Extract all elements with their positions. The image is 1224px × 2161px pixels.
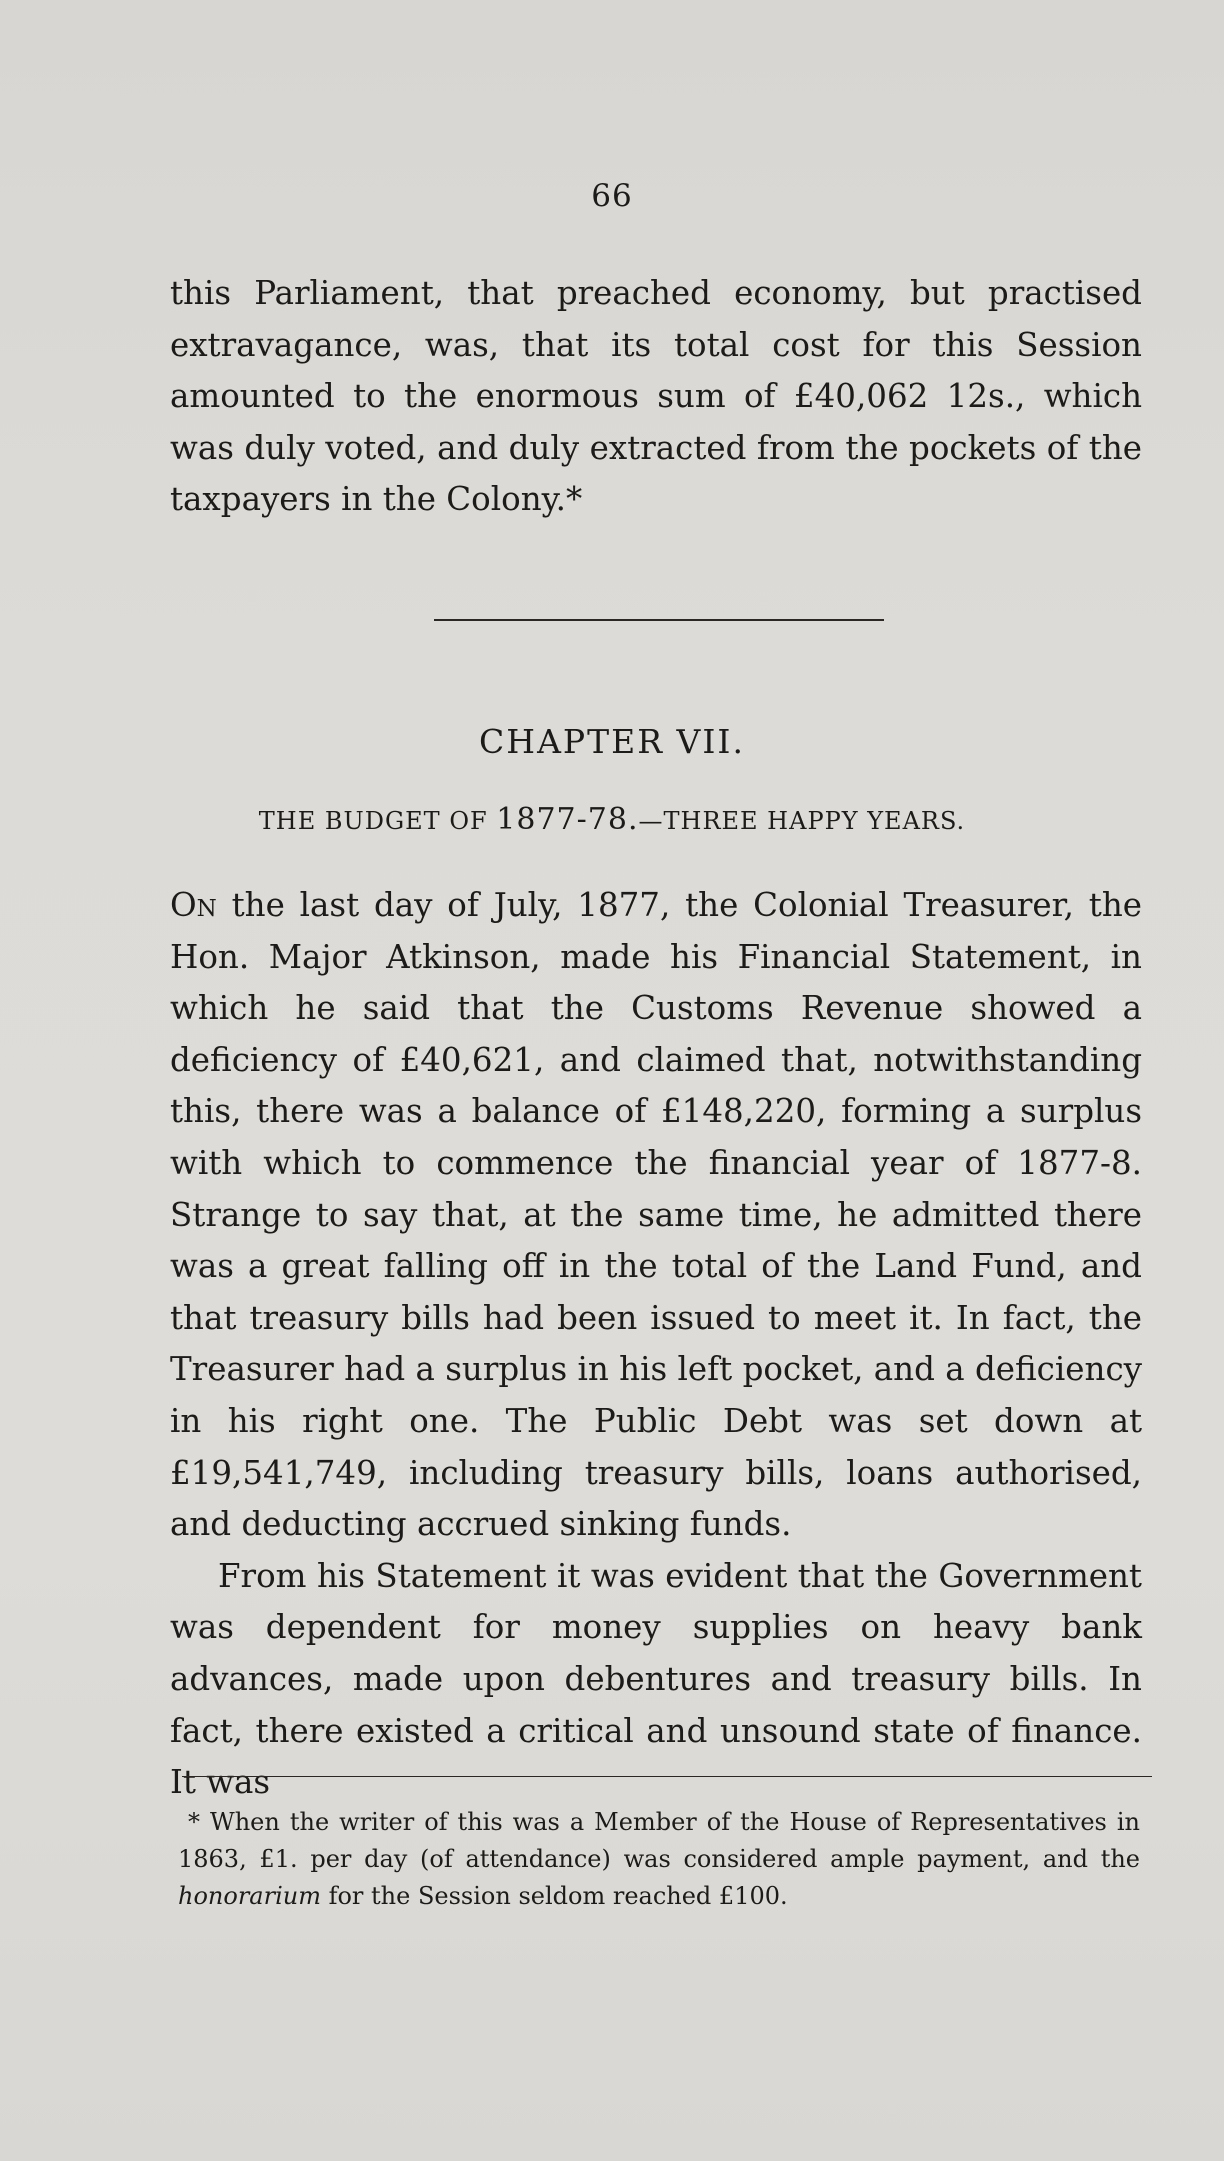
chapter-body	[170, 880, 1142, 1809]
footnote-italic-word: honorarium	[178, 1882, 321, 1910]
page-number: 66	[591, 178, 633, 214]
chapter-subtitle	[0, 802, 1224, 837]
footnote-text-before: When the writer of this was a Member of the House of Representatives in 1863, £1. per day (of attendance) was considered ample payment, and the	[178, 1808, 1140, 1873]
chapter-subtitle-suffix: —THREE HAPPY YEARS.	[638, 807, 966, 835]
body-paragraph-1	[170, 880, 1142, 1551]
chapter-subtitle-prefix: THE BUDGET OF	[258, 807, 488, 835]
section-divider	[434, 619, 884, 621]
intro-paragraph-block	[170, 268, 1142, 526]
body-paragraph-2: From his Statement it was evident that the Government was dependent for money supplies on heavy bank advances, made upon debentures and treasury bills. In fact, there existed a critical and unsound state of finance. It was	[170, 1556, 1142, 1802]
footnote-divider	[182, 1776, 1152, 1777]
paragraph-lead-word: On	[170, 886, 217, 924]
footnote-marker: *	[188, 1808, 200, 1836]
chapter-title: CHAPTER VII.	[479, 722, 745, 761]
intro-paragraph: this Parliament, that preached economy, but practised extravagance, was, that its total cost for this Session amounted to the enormous sum of £40,062 12s., which was duly voted, and duly extracted from the pockets of the taxpayers in the Colony.*	[170, 274, 1142, 519]
footnote	[178, 1804, 1140, 1915]
footnote-text-after: for the Session seldom reached £100.	[320, 1882, 788, 1910]
chapter-subtitle-years: 1877-78.	[496, 802, 639, 837]
body-paragraph-1-text: the last day of July, 1877, the Colonial Treasurer, the Hon. Major Atkinson, made his Financial Statement, in which he said that the Customs Revenue showed a deficiency of £40,621, and claimed that, notwithstanding this, there was a balance of £148,220, forming a surplus with which to commence the financial year of 1877-8. Strange to say that, at the same time, he admitted there was a great falling off in the total of the Land Fund, and that treasury bills had been issued to meet it. In fact, the Treasurer had a surplus in his left pocket, and a deficiency in his right one. The Public Debt was set down at £19,541,749, including treasury bills, loans authorised, and deducting accrued sinking funds.	[170, 886, 1142, 1544]
